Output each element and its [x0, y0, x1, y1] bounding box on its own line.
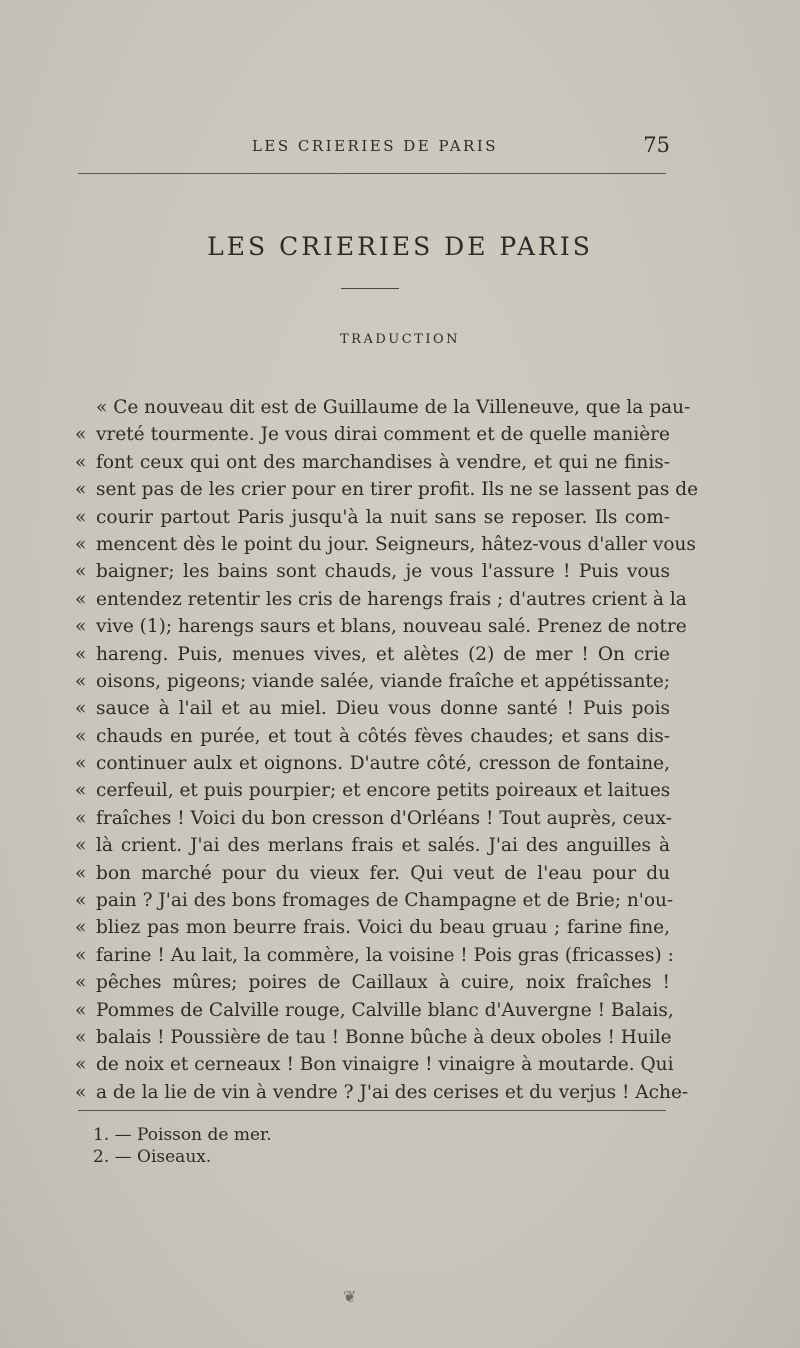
quote-mark: « — [75, 944, 87, 966]
quote-mark: « — [75, 862, 87, 884]
title-rule — [341, 288, 399, 289]
chapter-title: LES CRIERIES DE PARIS — [207, 232, 593, 261]
printer-ornament-icon: ❦ — [343, 1287, 357, 1306]
line-text: oisons, pigeons; viande salée, viande fraîche et appétissante; — [96, 670, 670, 692]
line-text: de noix et cerneaux ! Bon vinaigre ! vinaigre à moutarde. Qui — [96, 1054, 674, 1076]
quote-mark: « — [75, 753, 87, 775]
line-text: Pommes de Calville rouge, Calville blanc d'Auvergne ! Balais, — [96, 999, 674, 1021]
line-text: courir partout Paris jusqu'à la nuit sans se reposer. Ils com- — [96, 506, 670, 528]
quote-mark: « — [75, 780, 87, 802]
footnotes — [93, 1124, 272, 1168]
line-text: hareng. Puis, menues vives, et alètes (2) de mer ! On crie — [96, 643, 670, 665]
quote-mark: « — [75, 533, 87, 555]
line-text: fraîches ! Voici du bon cresson d'Orléans ! Tout auprès, ceux- — [96, 807, 673, 829]
text-line — [70, 449, 670, 476]
quote-mark: « — [75, 917, 87, 939]
text-line — [70, 641, 670, 668]
text-line — [70, 695, 670, 722]
text-line — [70, 1051, 674, 1078]
text-line — [70, 668, 670, 695]
text-line — [70, 558, 670, 585]
quote-mark: « — [75, 725, 87, 747]
text-line — [70, 586, 687, 613]
quote-mark: « — [75, 506, 87, 528]
text-line — [70, 860, 670, 887]
quote-mark: « — [75, 698, 87, 720]
line-text: continuer aulx et oignons. D'autre côté, cresson de fontaine, — [96, 753, 670, 775]
running-title: LES CRIERIES DE PARIS — [251, 137, 499, 155]
quote-mark: « — [75, 1054, 87, 1076]
line-text: pêches mûres; poires de Caillaux à cuire, noix fraîches ! — [96, 972, 670, 994]
quote-mark: « — [75, 835, 87, 857]
line-text: a de la lie de vin à vendre ? J'ai des cerises et du verjus ! Ache- — [96, 1081, 689, 1103]
quote-mark: « — [75, 1026, 87, 1048]
line-text: balais ! Poussière de tau ! Bonne bûche à deux oboles ! Huile — [96, 1026, 672, 1048]
text-line — [70, 777, 670, 804]
line-text: mencent dès le point du jour. Seigneurs, hâtez-vous d'aller vous — [96, 533, 696, 555]
text-line — [70, 805, 673, 832]
line-text: cerfeuil, et puis pourpier; et encore petits poireaux et laitues — [96, 780, 671, 802]
quote-mark: « — [75, 588, 87, 610]
text-line — [70, 394, 691, 421]
text-line — [70, 1024, 670, 1051]
line-text: farine ! Au lait, la commère, la voisine ! Pois gras (fricasses) : — [96, 944, 674, 966]
line-text: là crient. J'ai des merlans frais et salés. J'ai des anguilles à — [96, 835, 670, 857]
line-text: vreté tourmente. Je vous dirai comment et de quelle manière — [96, 424, 670, 446]
page-number: 75 — [643, 133, 670, 157]
quote-mark: « — [75, 1081, 87, 1103]
line-text: entendez retentir les cris de harengs frais ; d'autres crient à la — [96, 588, 687, 610]
line-text: bon marché pour du vieux fer. Qui veut de l'eau pour du — [96, 862, 670, 884]
quote-mark: « — [75, 890, 87, 912]
quote-mark: « — [75, 643, 87, 665]
text-line — [70, 504, 670, 531]
text-line — [70, 750, 670, 777]
body-text — [70, 394, 699, 1106]
footnote: 2. — Oiseaux. — [93, 1147, 212, 1167]
chapter-subtitle: TRADUCTION — [339, 332, 460, 347]
quote-mark: « — [75, 807, 87, 829]
quote-mark: « — [75, 616, 87, 638]
header-rule — [78, 173, 666, 174]
running-head — [80, 133, 670, 159]
text-line — [70, 942, 674, 969]
text-line — [70, 531, 696, 558]
line-text: vive (1); harengs saurs et blans, nouveau salé. Prenez de notre — [96, 616, 687, 638]
quote-mark: « — [75, 999, 87, 1021]
line-text: sent pas de les crier pour en tirer profit. Ils ne se lassent pas de — [96, 479, 699, 501]
quote-mark: « — [75, 670, 87, 692]
text-line — [70, 476, 699, 503]
text-line — [70, 613, 687, 640]
text-line — [70, 887, 674, 914]
text-line — [70, 1079, 689, 1106]
text-line — [70, 969, 670, 996]
quote-mark: « — [75, 972, 87, 994]
line-text: chauds en purée, et tout à côtés fèves chaudes; et sans dis- — [96, 725, 670, 747]
text-line — [70, 832, 670, 859]
line-text: font ceux qui ont des marchandises à vendre, et qui ne finis- — [96, 451, 670, 473]
text-line — [70, 997, 674, 1024]
quote-mark: « — [75, 561, 87, 583]
line-text: « Ce nouveau dit est de Guillaume de la Villeneuve, que la pau- — [96, 397, 691, 418]
line-text: bliez pas mon beurre frais. Voici du beau gruau ; farine fine, — [96, 917, 670, 939]
text-line — [70, 914, 670, 941]
footnote-rule — [78, 1110, 666, 1111]
footnote: 1. — Poisson de mer. — [93, 1125, 272, 1145]
line-text: pain ? J'ai des bons fromages de Champagne et de Brie; n'ou- — [96, 890, 674, 912]
line-text: sauce à l'ail et au miel. Dieu vous donne santé ! Puis pois — [96, 698, 670, 720]
quote-mark: « — [75, 424, 87, 446]
line-text: baigner; les bains sont chauds, je vous l'assure ! Puis vous — [96, 561, 670, 583]
quote-mark: « — [75, 479, 87, 501]
text-line — [70, 723, 670, 750]
quote-mark: « — [75, 451, 87, 473]
text-line — [70, 421, 670, 448]
